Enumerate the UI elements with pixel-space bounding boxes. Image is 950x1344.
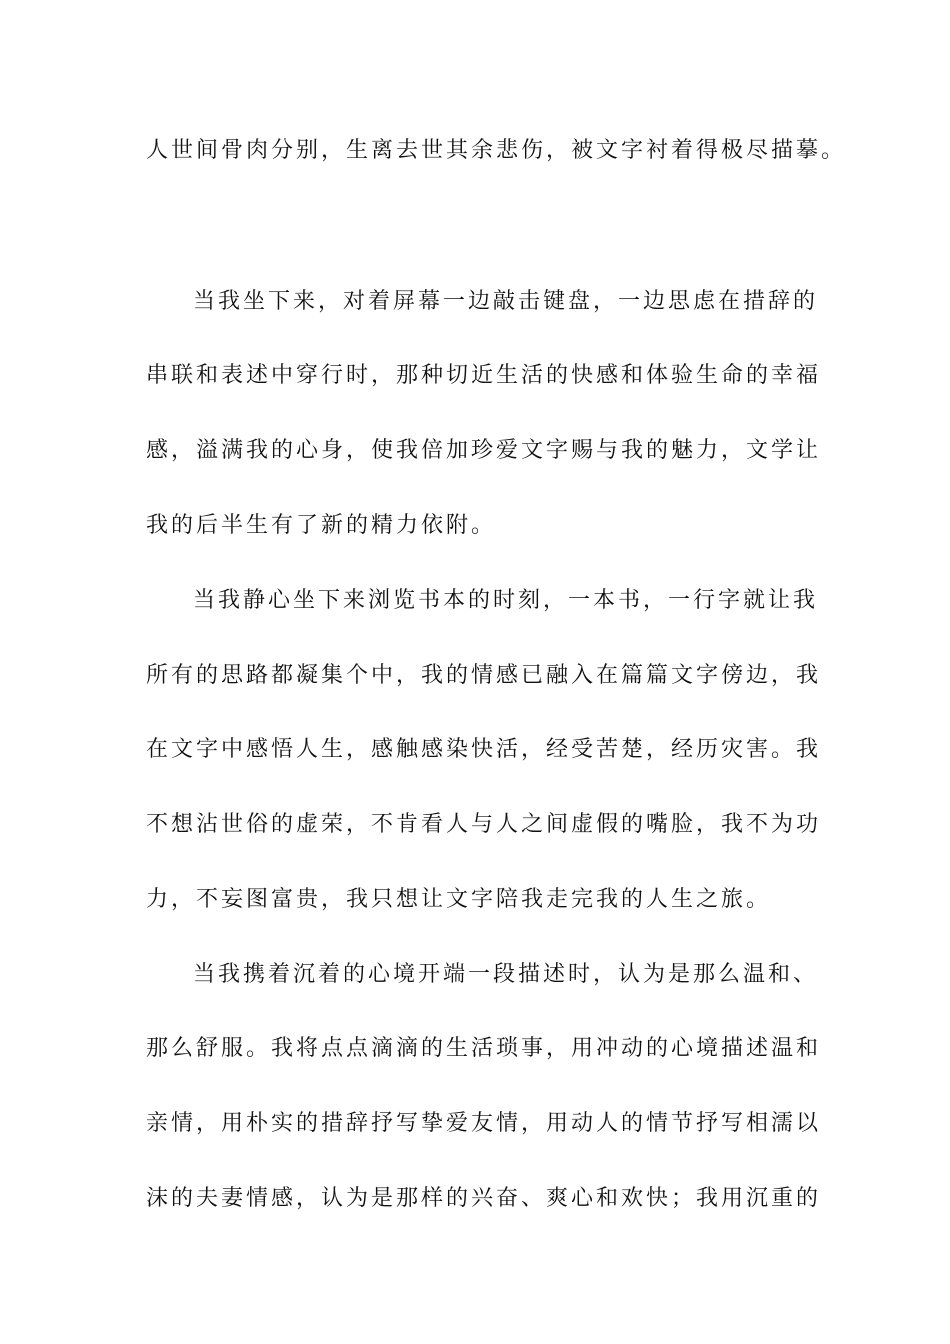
text-line: 那么舒服。我将点点滴滴的生活琐事，用冲动的心境描述温和 xyxy=(146,1036,822,1061)
text-line: 在文字中感悟人生，感触感染快活，经受苦楚，经历灾害。我 xyxy=(146,737,822,762)
text-line: 亲情，用朴实的措辞抒写挚爱友情，用动人的情节抒写相濡以 xyxy=(146,1111,822,1136)
text-line: 不想沾世俗的虚荣，不肯看人与人之间虚假的嘴脸，我不为功 xyxy=(146,812,822,837)
text-line: 沫的夫妻情感，认为是那样的兴奋、爽心和欢快；我用沉重的 xyxy=(146,1186,822,1211)
paragraph-first-line: 当我携着沉着的心境开端一段描述时，认为是那么温和、 xyxy=(193,962,819,987)
text-line: 串联和表述中穿行时，那种切近生活的快感和体验生命的幸福 xyxy=(146,363,822,388)
text-line: 人世间骨肉分别，生离去世其余悲伤，被文字衬着得极尽描摹。 xyxy=(146,138,847,163)
text-line: 所有的思路都凝集个中，我的情感已融入在篇篇文字傍边，我 xyxy=(146,663,822,688)
paragraph-first-line: 当我静心坐下来浏览书本的时刻，一本书，一行字就让我 xyxy=(193,588,819,613)
text-line: 力，不妄图富贵，我只想让文字陪我走完我的人生之旅。 xyxy=(146,887,772,912)
text-line: 感，溢满我的心身，使我倍加珍爱文字赐与我的魅力，文学让 xyxy=(146,438,822,463)
text-line: 我的后半生有了新的精力依附。 xyxy=(146,513,497,538)
paragraph-first-line: 当我坐下来，对着屏幕一边敲击键盘，一边思虑在措辞的 xyxy=(193,289,819,314)
